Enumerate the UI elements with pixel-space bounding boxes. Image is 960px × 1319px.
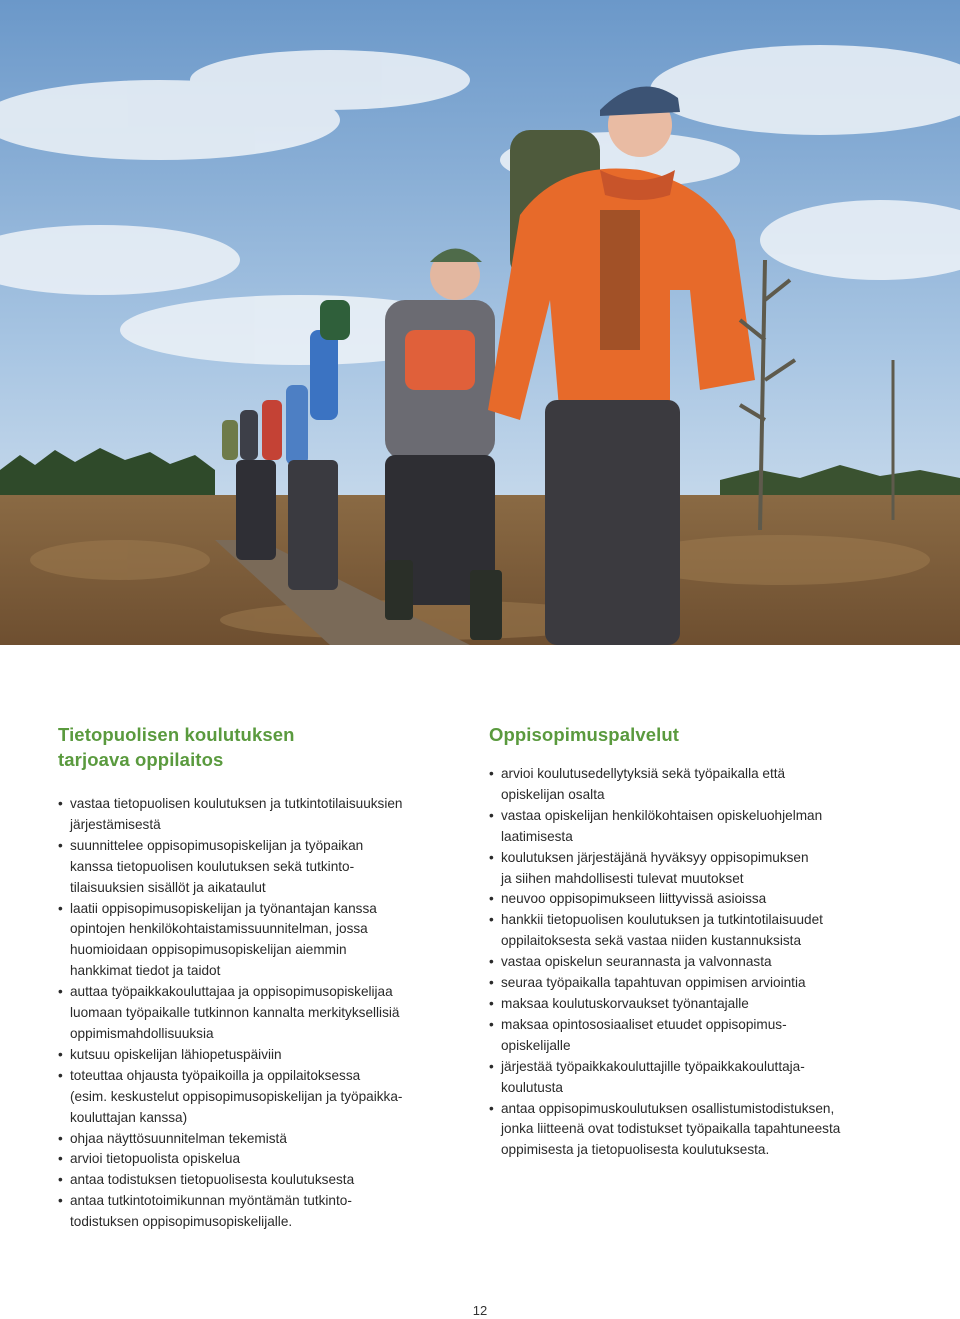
list-item-line: • vastaa opiskelun seurannasta ja valvonnasta	[501, 954, 772, 970]
list-item-line: jonka liitteenä ovat todistukset työpaikalla tapahtuneesta	[501, 1121, 841, 1137]
list-item-line: luomaan työpaikalle tutkinnon kannalta merkityksellisiä	[70, 1005, 400, 1021]
list-item-line: koulutusta	[501, 1079, 563, 1095]
list-item	[489, 994, 909, 1015]
list-item-line: • arvioi tietopuolista opiskelua	[70, 1151, 241, 1167]
list-item	[58, 794, 478, 836]
left-list	[58, 794, 478, 1233]
list-item-line: laatimisesta	[501, 828, 573, 844]
list-item-line: • suunnittelee oppisopimusopiskelijan ja työpaikan	[70, 837, 364, 853]
list-item	[489, 973, 909, 994]
list-item	[58, 1149, 478, 1170]
list-item	[58, 1045, 478, 1066]
list-item-line: • maksaa opintososiaaliset etuudet oppisopimus-	[501, 1016, 787, 1032]
list-item-line: • antaa oppisopimuskoulutuksen osallistumistodistuksen,	[501, 1100, 835, 1116]
list-item	[58, 982, 478, 1045]
list-item-line: • järjestää työpaikkakouluttajille työpaikkakouluttaja-	[501, 1058, 805, 1074]
list-item-line: kouluttajan kanssa)	[70, 1109, 188, 1125]
list-item	[489, 889, 909, 910]
hikers-photo	[0, 0, 960, 645]
list-item	[58, 1129, 478, 1150]
right-column	[489, 722, 909, 1161]
list-item	[489, 952, 909, 973]
list-item-line: oppilaitoksesta sekä vastaa niiden kustannuksista	[501, 933, 801, 949]
list-item-line: • ohjaa näyttösuunnitelman tekemistä	[70, 1130, 287, 1146]
list-item	[489, 1099, 909, 1162]
photo-illustration	[0, 0, 960, 645]
list-item-line: • antaa todistuksen tietopuolisesta koulutuksesta	[70, 1172, 355, 1188]
list-item-line: • vastaa opiskelijan henkilökohtaisen opiskeluohjelman	[501, 807, 823, 823]
list-item	[58, 899, 478, 983]
list-item-line: tilaisuuksien sisällöt ja aikataulut	[70, 879, 266, 895]
list-item-line: • hankkii tietopuolisen koulutuksen ja tutkintotilaisuudet	[501, 912, 823, 928]
list-item	[489, 1015, 909, 1057]
list-item	[489, 910, 909, 952]
list-item-line: hankkimat tiedot ja taidot	[70, 963, 221, 979]
list-item-line: • koulutuksen järjestäjänä hyväksyy oppisopimuksen	[501, 849, 809, 865]
list-item-line: • toteuttaa ohjausta työpaikoilla ja oppilaitoksessa	[70, 1067, 361, 1083]
list-item-line: • arvioi koulutusedellytyksiä sekä työpaikalla että	[501, 766, 786, 781]
list-item-line: järjestämisestä	[70, 816, 161, 832]
list-item	[58, 1170, 478, 1191]
left-column	[58, 722, 478, 1233]
list-item-line: • vastaa tietopuolisen koulutuksen ja tutkintotilaisuuksien	[70, 796, 403, 811]
list-item-line: (esim. keskustelut oppisopimusopiskelijan ja työpaikka-	[70, 1088, 403, 1104]
left-heading	[58, 722, 478, 772]
list-item-line: todistuksen oppisopimusopiskelijalle.	[70, 1214, 293, 1230]
list-item-line: oppimisesta ja tietopuolisesta koulutuksesta.	[501, 1142, 770, 1158]
left-heading-line: Tietopuolisen koulutuksen	[58, 724, 295, 745]
left-heading-line: tarjoava oppilaitos	[58, 749, 224, 770]
list-item-line: • laatii oppisopimusopiskelijan ja työnantajan kanssa	[70, 900, 377, 916]
list-item	[489, 848, 909, 890]
list-item-line: • seuraa työpaikalla tapahtuvan oppimisen arviointia	[501, 975, 806, 991]
list-item-line: • auttaa työpaikkakouluttajaa ja oppisopimusopiskelijaa	[70, 984, 393, 1000]
list-item-line: opintojen henkilökohtaistamissuunnitelman, jossa	[70, 921, 368, 937]
list-item-line: opiskelijan osalta	[501, 786, 605, 802]
list-item-line: opiskelijalle	[501, 1037, 571, 1053]
right-heading: Oppisopimuspalvelut	[489, 724, 680, 745]
list-item-line: • neuvoo oppisopimukseen liittyvissä asioissa	[501, 891, 767, 907]
list-item-line: ja siihen mahdollisesti tulevat muutokset	[501, 870, 744, 886]
list-item-line: • antaa tutkintotoimikunnan myöntämän tutkinto-	[70, 1193, 352, 1209]
list-item	[58, 836, 478, 899]
list-item-line: • maksaa koulutuskorvaukset työnantajalle	[501, 995, 749, 1011]
list-item	[489, 806, 909, 848]
list-item	[489, 764, 909, 806]
list-item	[58, 1191, 478, 1233]
list-item-line: oppimismahdollisuuksia	[70, 1025, 214, 1041]
list-item-line: kanssa tietopuolisen koulutuksen sekä tutkinto-	[70, 858, 355, 874]
right-list	[489, 764, 909, 1161]
list-item-line: • kutsuu opiskelijan lähiopetuspäiviin	[70, 1046, 282, 1062]
list-item	[489, 1057, 909, 1099]
page-number: 12	[472, 1303, 488, 1318]
list-item-line: huomioidaan oppisopimusopiskelijan aiemmin	[70, 942, 347, 958]
list-item	[58, 1066, 478, 1129]
